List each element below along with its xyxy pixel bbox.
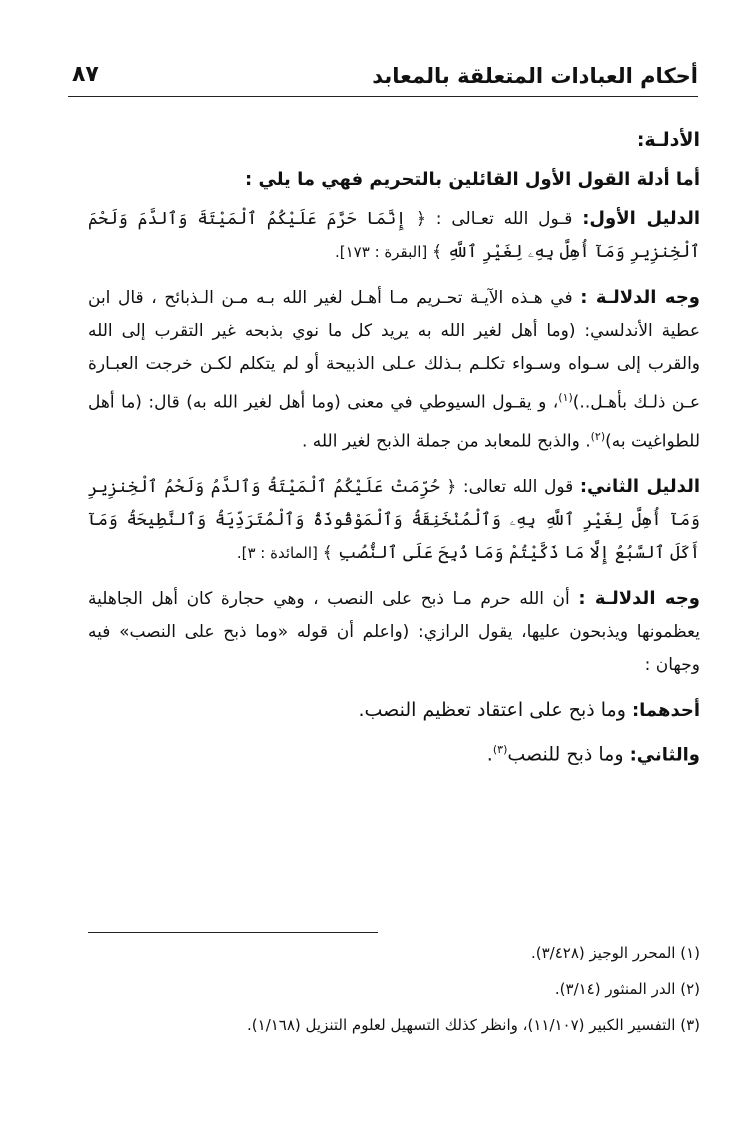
footnotes (88, 932, 700, 1051)
point-2 (88, 733, 700, 771)
evidence-1-lead: الدليل الأول: (582, 208, 700, 229)
body-text (88, 120, 700, 778)
section-subheading: أما أدلة القول الأول القائلين بالتحريم فهي ما يلي : (245, 169, 700, 190)
evidence-2-source: [المائدة : ٣]. (236, 544, 323, 563)
point-2-text: وما ذبح للنصب (507, 743, 630, 766)
proof-1-lead: وجه الدلالـة : (580, 287, 700, 308)
point-2-lead: والثاني: (629, 744, 700, 766)
evidence-1-paragraph (88, 202, 700, 269)
page-number: ٨٧ (72, 62, 99, 87)
evidence-1-source: [البقرة : ١٧٣]. (335, 243, 432, 261)
footnote-1: (١) المحرر الوجيز (٣/٤٢٨). (530, 944, 700, 962)
point-2-end: . (486, 743, 493, 766)
evidence-2-verse: ﴿ حُرِّمَتْ عَلَيْكُمُ ٱلْمَيْتَةُ وَٱلدَّمُ وَلَحْمُ ٱلْخِنزِيرِ وَمَآ أُهِلَّ لِغَيْرِ ٱللَّهِ بِهِۦ وَٱلْمُنْخَنِقَةُ وَٱلْمَوْقُوذَةُ وَٱلْمُتَرَدِّيَةُ وَٱلنَّطِيحَةُ وَمَآ أَكَلَ ٱلسَّبُعُ إِلَّا مَا ذَكَّيْتُمْ وَمَا ذُبِحَ عَلَى ٱلنُّصُبِ ﴾ (88, 477, 700, 564)
running-title: أحكام العبادات المتعلقة بالمعابد (372, 64, 698, 88)
point-1-lead: أحدهما: (631, 700, 700, 722)
proof-2-paragraph (88, 582, 700, 682)
evidence-2-paragraph (88, 470, 700, 570)
footnote-separator (88, 932, 378, 933)
point-1 (88, 694, 700, 727)
proof-1-text-a: في هـذه الآيـة تحـريم مـا أهـل لغير الله بـه مـن الـذبائح ، قال ابن عطية الأندلسي: (وما أهل لغير الله به يريد كل ما نوي بذبحه غير التقرب إلى الله والقرب إلى سـواه وسـواء تكلـم بـذلك عـلى الذبيحة أو لم يتكلم لكـن خرجت العبـارة عـن ذلـك بأهـل..) (88, 288, 700, 413)
point-1-text: وما ذبح على اعتقاد تعظيم النصب. (358, 699, 632, 722)
section-heading: الأدلـة: (636, 129, 700, 151)
footnote-2: (٢) الدر المنثور (٣/١٤). (554, 980, 700, 998)
evidence-2-intro: قول الله تعالى: (456, 477, 580, 498)
evidence-1-intro: قـول الله تعـالى : (425, 209, 583, 229)
footnote-3: (٣) التفسير الكبير (١١/١٠٧)، وانظر كذلك التسهيل لعلوم التنزيل (١/١٦٨). (247, 1016, 700, 1034)
proof-1-text-c: . والذبح للمعابد من جملة الذبح لغير الله . (301, 431, 591, 452)
proof-1-text-b: ، و يقـول السيوطي في معنى (وما أهل لغير الله به) قال: (ما أهل للطواغيت به) (88, 392, 700, 452)
page-header (68, 50, 698, 97)
proof-1-paragraph (88, 281, 700, 458)
proof-2-text: أن الله حرم مـا ذبح على النصب ، وهي حجارة كان أهل الجاهلية يعظمونها ويذبحون عليها، يقول الرازي: (واعلم أن قوله «وما ذبح على النصب» فيه وجهان : (88, 589, 700, 676)
proof-2-lead: وجه الدلالـة : (578, 588, 700, 610)
evidence-1-verse: ﴿ إِنَّمَا حَرَّمَ عَلَيْكُمُ ٱلْمَيْتَةَ وَٱلدَّمَ وَلَحْمَ ٱلْخِنزِيرِ وَمَآ أُهِلَّ بِهِۦ لِغَيْرِ ٱللَّهِ ﴾ (88, 209, 700, 262)
footnote-ref-3: (٣) (492, 743, 508, 757)
footnote-ref-1: (١) (558, 391, 573, 404)
evidence-2-lead: الدليل الثاني: (579, 476, 700, 498)
footnote-ref-2: (٢) (590, 429, 606, 443)
